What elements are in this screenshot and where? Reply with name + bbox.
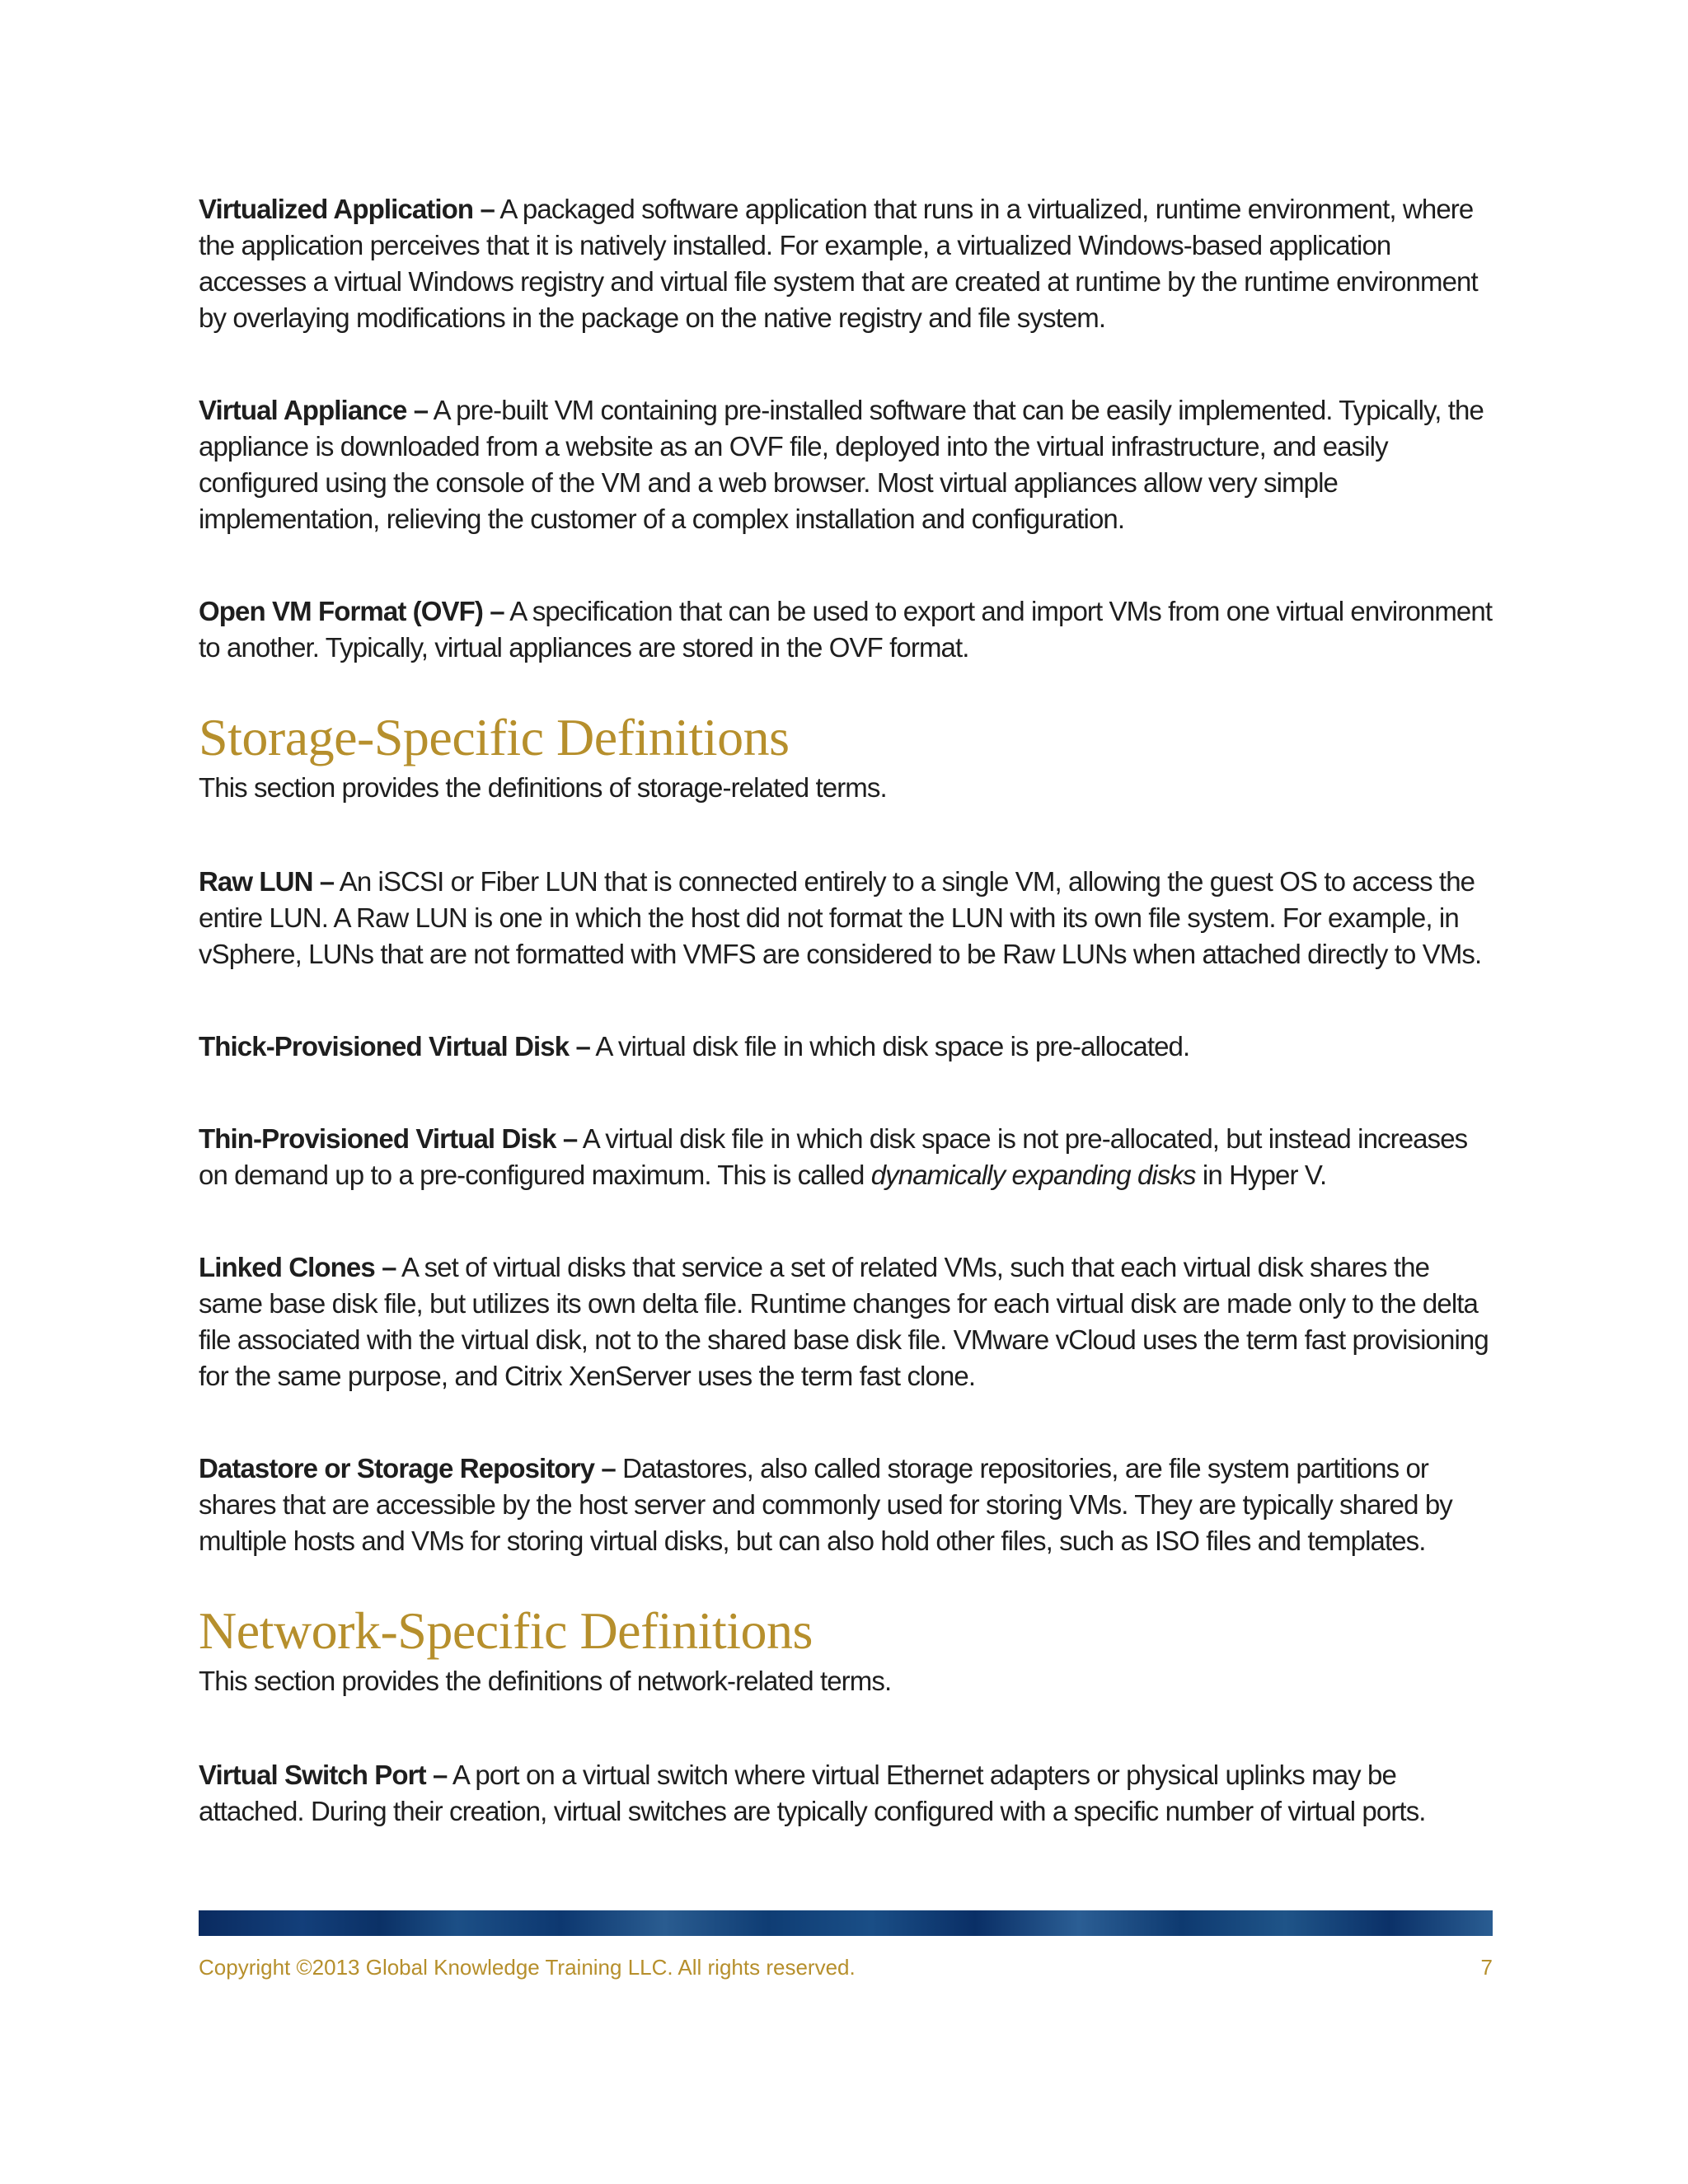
definition-thin-provisioned <box>199 1121 1493 1193</box>
document-page <box>199 191 1493 1886</box>
definition-virtual-switch-port <box>199 1757 1493 1830</box>
definition-body: A set of virtual disks that service a set of related VMs, such that each virtual disk shares the same base disk file, but utilizes its own delta file. Runtime changes for each virtual disk are made only to the delta file associated with the virtual disk, not to the shared base disk file. VMware vCloud uses the term fast provisioning for the same purpose, and Citrix XenServer uses the term fast clone. <box>199 1252 1489 1391</box>
section-title-storage: Storage-Specific Definitions <box>199 708 790 766</box>
definition-ovf <box>199 593 1493 666</box>
definition-thick-provisioned <box>199 1029 1493 1065</box>
definition-term: Thin-Provisioned Virtual Disk – <box>199 1123 578 1154</box>
definition-term: Virtual Appliance – <box>199 395 429 425</box>
definition-term: Raw LUN – <box>199 866 335 897</box>
definition-term: Virtual Switch Port – <box>199 1760 448 1790</box>
definition-term: Linked Clones – <box>199 1252 396 1282</box>
definition-body-end: in Hyper V. <box>1202 1160 1327 1190</box>
definition-body: A pre-built VM containing pre-installed software that can be easily implemented. Typically, the appliance is downloaded from a website as an OVF file, deployed into the virtual infrastructure, and easily configured using the console of the VM and a web browser. Most virtual appliances allow very simple implementation, relieving the customer of a complex installation and configuration. <box>199 395 1484 534</box>
definition-raw-lun <box>199 864 1493 972</box>
definition-body: A virtual disk file in which disk space is pre-allocated. <box>595 1031 1190 1062</box>
definition-body: An iSCSI or Fiber LUN that is connected entirely to a single VM, allowing the guest OS to access the entire LUN. A Raw LUN is one in which the host did not format the LUN with its own file system. For example, in vSphere, LUNs that are not formatted with VMFS are considered to be Raw LUNs when attached directly to VMs. <box>199 866 1482 969</box>
definition-virtual-appliance <box>199 392 1493 537</box>
footer-divider-bar <box>199 1910 1493 1936</box>
definition-term: Virtualized Application – <box>199 194 495 224</box>
definition-linked-clones <box>199 1249 1493 1394</box>
definition-term: Thick-Provisioned Virtual Disk – <box>199 1031 590 1062</box>
page-number: 7 <box>1480 1955 1493 1980</box>
definition-body: A specification that can be used to export and import VMs from one virtual environment to another. Typically, virtual appliances are stored in the OVF format. <box>199 596 1493 663</box>
section-intro-storage: This section provides the definitions of storage-related terms. <box>199 772 887 803</box>
page-footer <box>199 1955 1493 1980</box>
section-title-network: Network-Specific Definitions <box>199 1601 813 1660</box>
definition-body: Datastores, also called storage repositories, are file system partitions or shares that are accessible by the host server and commonly used for storing VMs. They are typically shared by multiple hosts and VMs for storing virtual disks, but can also hold other files, such as ISO files and templates. <box>199 1453 1452 1556</box>
definition-datastore <box>199 1451 1493 1559</box>
footer-copyright: Copyright ©2013 Global Knowledge Training LLC. All rights reserved. <box>199 1955 856 1980</box>
definition-term: Datastore or Storage Repository – <box>199 1453 616 1483</box>
definition-emphasis: dynamically expanding disks <box>870 1160 1196 1190</box>
definition-virtualized-application <box>199 191 1493 336</box>
definition-body: A port on a virtual switch where virtual Ethernet adapters or physical uplinks may be attached. During their creation, virtual switches are typically configured with a specific number of virtual ports. <box>199 1760 1426 1826</box>
section-intro-network: This section provides the definitions of network-related terms. <box>199 1666 892 1696</box>
definition-body: A packaged software application that runs in a virtualized, runtime environment, where the application perceives that it is natively installed. For example, a virtualized Windows-based application accesses a virtual Windows registry and virtual file system that are created at runtime by the runtime environment by overlaying modifications in the package on the native registry and file system. <box>199 194 1478 333</box>
definition-term: Open VM Format (OVF) – <box>199 596 504 626</box>
definition-body: A virtual disk file in which disk space is not pre-allocated, but instead increases on demand up to a pre-configured maximum. This is called <box>199 1123 1468 1190</box>
